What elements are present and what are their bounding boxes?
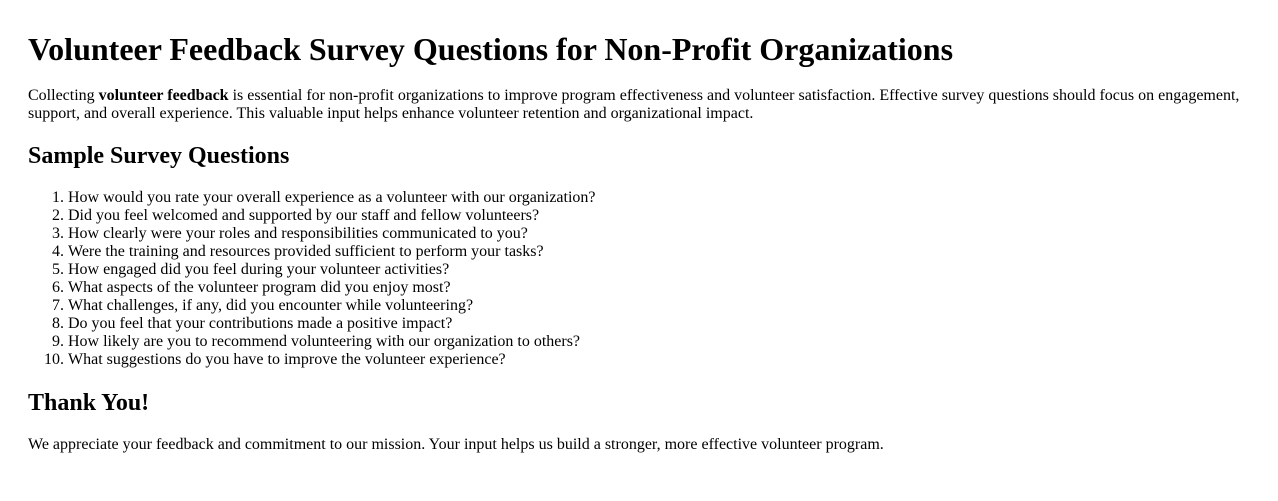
list-item: 7. What challenges, if any, did you encounter while volunteering? xyxy=(68,297,596,315)
survey-questions-list xyxy=(28,189,596,369)
list-item: 4. Were the training and resources provided sufficient to perform your tasks? xyxy=(68,243,596,261)
intro-suffix: is essential for non-profit organizations to improve program effectiveness and volunteer satisfaction. Effective survey questions should focus on engagement, support, and overall experience. This valuable input helps enhance volunteer retention and organizational impact. xyxy=(28,87,1240,122)
thanks-paragraph: We appreciate your feedback and commitment to our mission. Your input helps us build a stronger, more effective volunteer program. xyxy=(28,436,884,453)
list-item: 2. Did you feel welcomed and supported by our staff and fellow volunteers? xyxy=(68,207,596,225)
intro-paragraph xyxy=(28,87,1250,123)
list-item: 9. How likely are you to recommend volunteering with our organization to others? xyxy=(68,333,596,351)
intro-prefix: Collecting xyxy=(28,87,99,104)
list-item: 1. How would you rate your overall experience as a volunteer with our organization? xyxy=(68,189,596,207)
list-item: 10. What suggestions do you have to improve the volunteer experience? xyxy=(68,351,596,369)
thanks-heading: Thank You! xyxy=(28,390,150,416)
questions-heading: Sample Survey Questions xyxy=(28,143,290,169)
page-title: Volunteer Feedback Survey Questions for Non-Profit Organizations xyxy=(28,31,954,67)
list-item: 6. What aspects of the volunteer program did you enjoy most? xyxy=(68,279,596,297)
list-item: 5. How engaged did you feel during your volunteer activities? xyxy=(68,261,596,279)
list-item: 8. Do you feel that your contributions made a positive impact? xyxy=(68,315,596,333)
list-item: 3. How clearly were your roles and responsibilities communicated to you? xyxy=(68,225,596,243)
intro-bold-term: volunteer feedback xyxy=(98,87,229,104)
